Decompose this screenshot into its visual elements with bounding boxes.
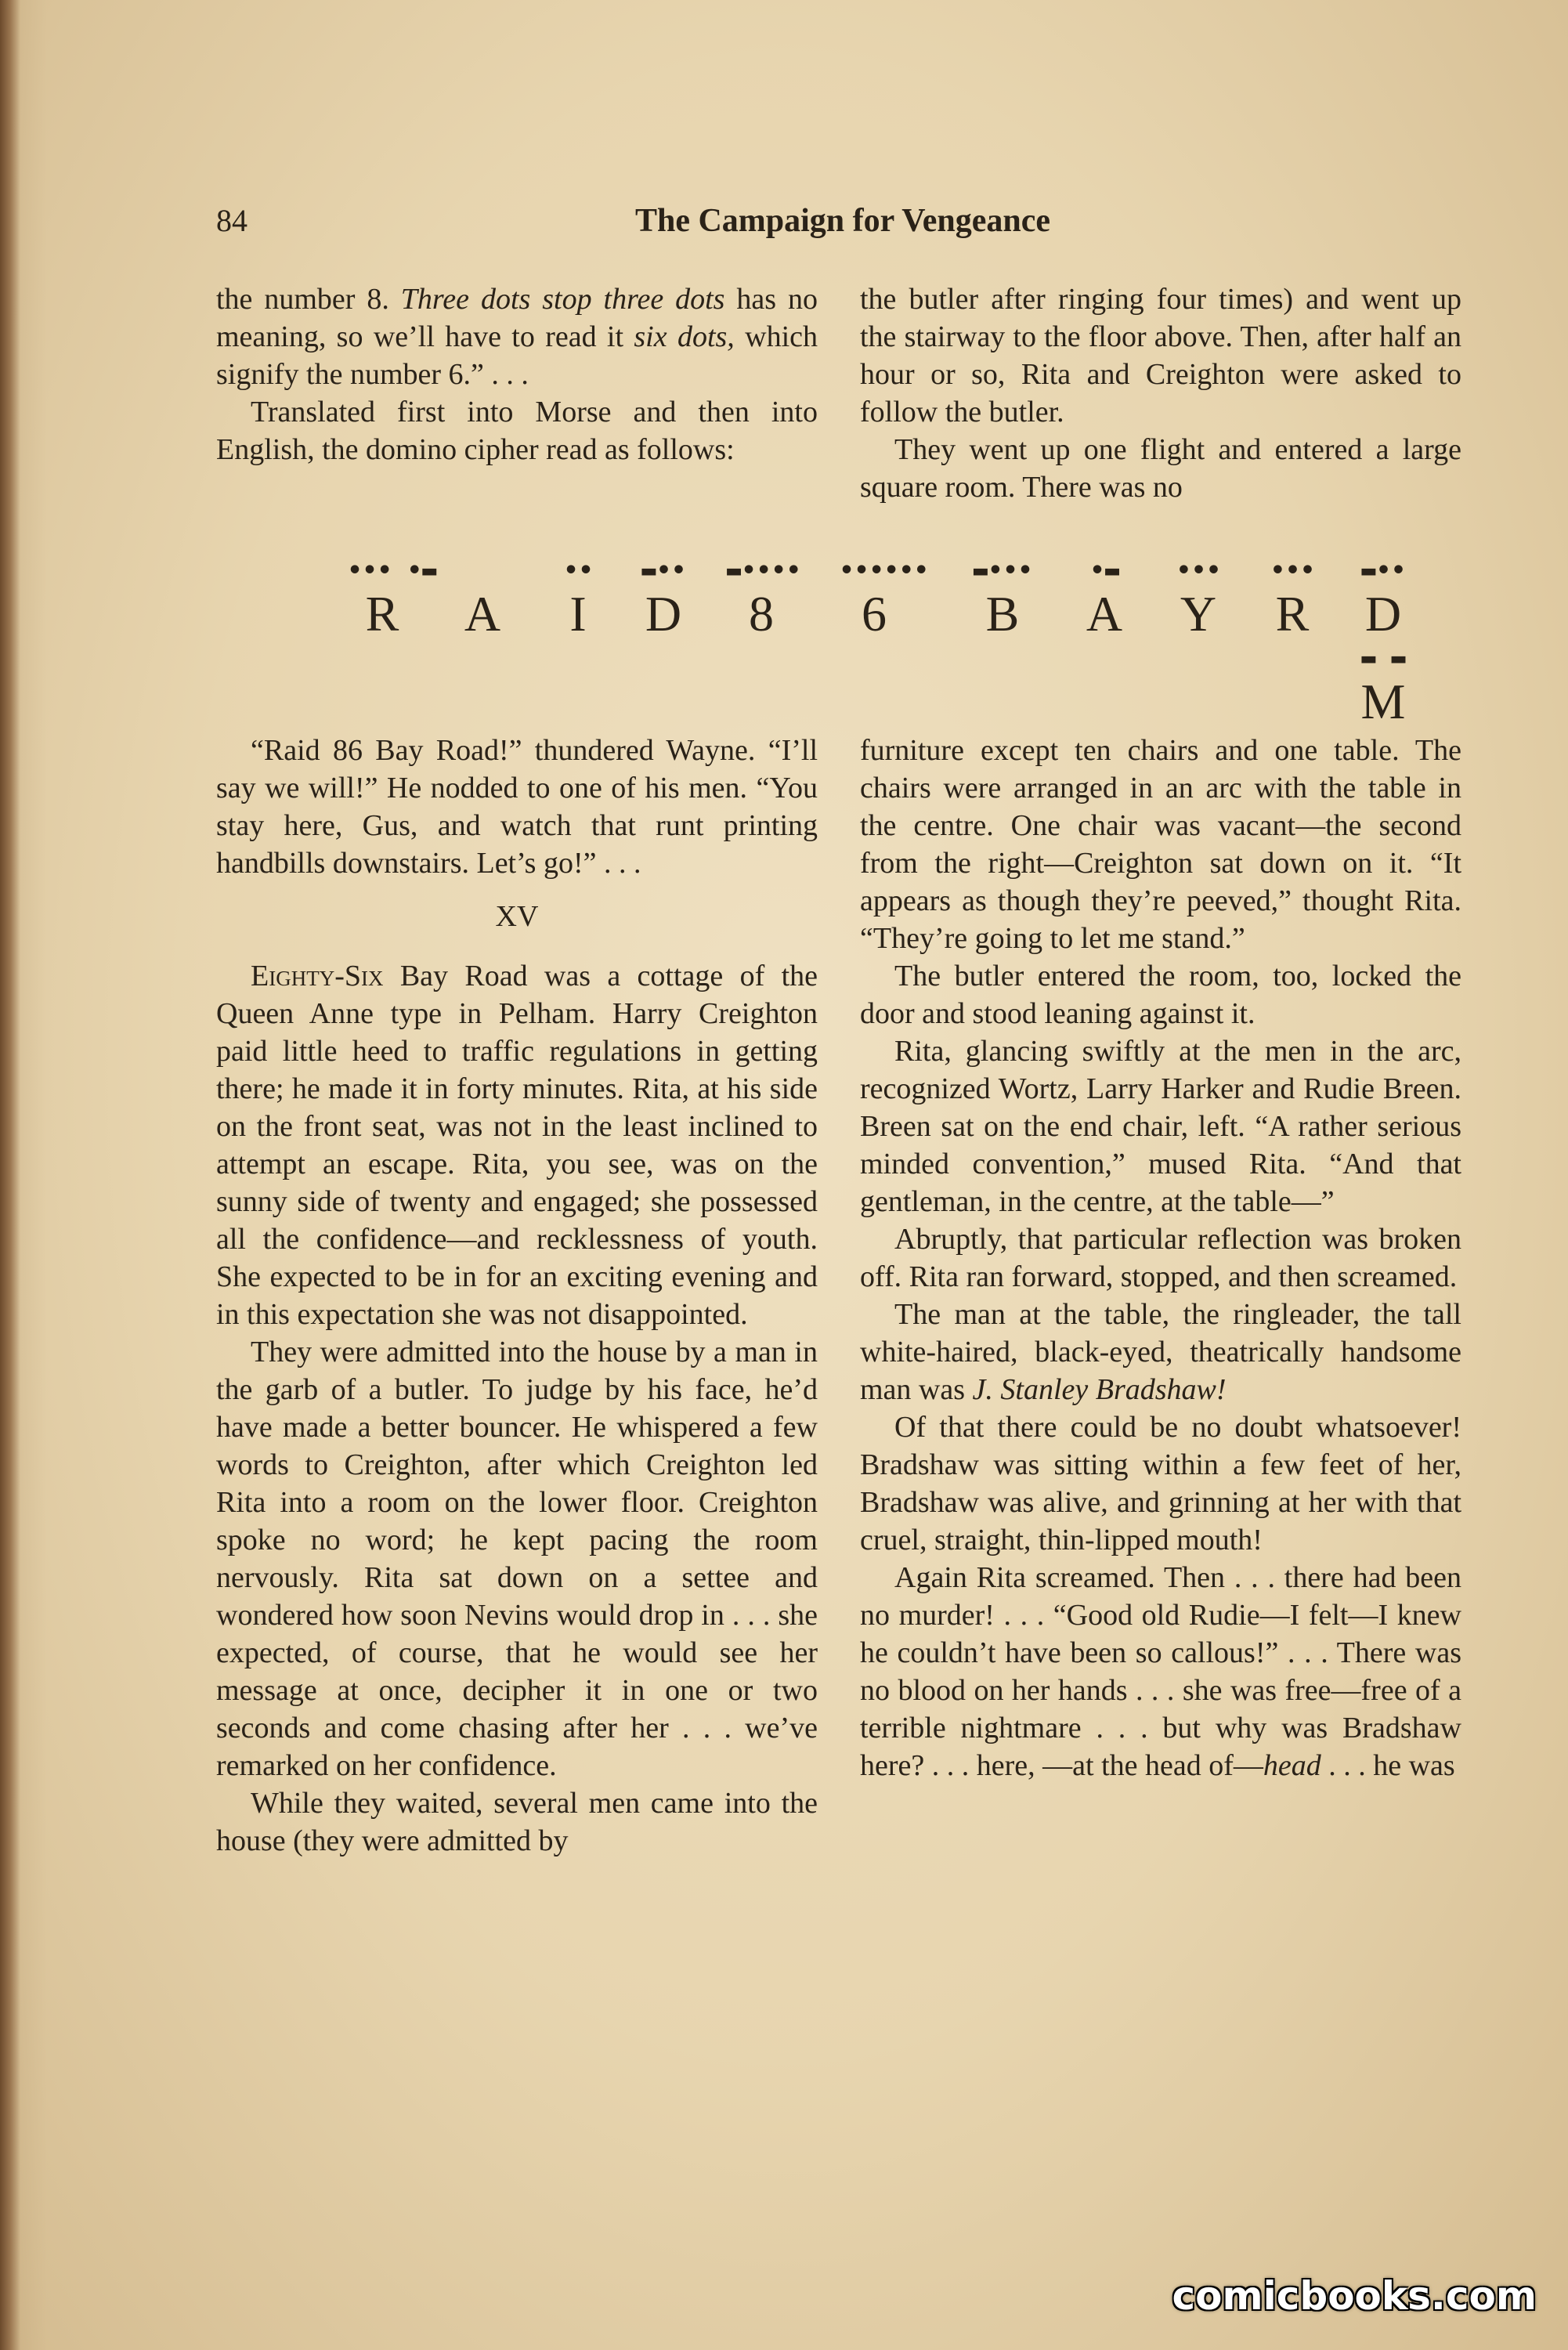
cipher-cell (840, 557, 930, 644)
cipher-letter: D (1364, 586, 1404, 642)
text-span: Again Rita screamed. Then . . . there had been no murder! . . . “Good old Rudie—I felt—I knew he couldn’t have been so callous!” . . . There was no blood on her hands . . . she was free—free of a terrible nightmare . . . but why was Bradshaw here? . . . here, —at the head of— (860, 1561, 1461, 1782)
cipher-letter: R (1275, 586, 1311, 642)
text-span: which signify the number 6.” . . . (216, 320, 818, 391)
text-span: The man at the table, the ringleader, the tall white-haired, black-eyed, theatrically handsome man was (860, 1298, 1461, 1406)
text-span: . . . he was (1321, 1749, 1455, 1782)
page-edge (0, 0, 20, 2350)
cipher-dots: ▬ ▬ (1361, 645, 1407, 672)
paragraph (216, 957, 818, 1333)
paragraph: They went up one flight and entered a large square room. There was no (860, 433, 1461, 504)
column-right-bottom (860, 732, 1461, 1784)
cipher-cell (1070, 558, 1140, 644)
paragraph (860, 1559, 1461, 1784)
cipher-row (216, 558, 1469, 714)
cipher-letter: M (1360, 674, 1407, 729)
paragraph (860, 1296, 1461, 1408)
paragraph: furniture except ten chairs and one table. The chairs were arranged in an arc with the table in the centre. One chair was vacant—the second from the right—Creighton sat down on it. “It appears as though they’re peeved,” thought Rita. “They’re going to let me stand.” (860, 734, 1461, 955)
cipher-letter: I (569, 586, 588, 642)
paragraph: While they waited, several men came into the house (they were admitted by (216, 1787, 818, 1857)
cipher-letter: 6 (862, 586, 888, 642)
cipher-letter: B (985, 586, 1021, 642)
text-span: the number 8. (216, 283, 401, 316)
cipher-letter: A (464, 586, 503, 642)
paragraph: They were admitted into the house by a man in the garb of a butler. To judge by his face, he’d have made a better bouncer. He whispered a few words to Creighton, after which Creighton led Rita into a room on the lower floor. Creighton spoke no word; he kept pacing the room nervously. Rita sat down on a settee and wondered how soon Nevins would drop in . . . she expected, of course, that he would see her message at once, decipher it in one or two seconds and come chasing after her . . . we’ve remarked on her confidence. (216, 1336, 818, 1782)
italic-text: J. Stanley Bradshaw! (972, 1373, 1227, 1406)
small-caps-text: Eighty-Six (251, 960, 384, 992)
paragraph: The butler entered the room, too, locked the door and stood leaning against it. (860, 960, 1461, 1030)
watermark: comicbooks.com (1172, 2273, 1537, 2319)
column-left-bottom (216, 732, 818, 1860)
italic-text: six dots, (634, 320, 735, 353)
cipher-dots: ▬•••• (727, 557, 802, 584)
cipher-letter: R (365, 586, 401, 642)
text-span: has no meaning, so we’ll have to read it (216, 283, 818, 353)
paragraph: the butler after ringing four times) and went up the stairway to the floor above. Then, after half an hour or so, Rita and Creighton were asked to follow the butler. (860, 283, 1461, 428)
paragraph: Rita, glancing swiftly at the men in the arc, recognized Wortz, Larry Harker and Rudie Breen. Breen sat on the end chair, left. “A rather serious minded convention,” mused Rita. “And that gentleman, in the centre, at the table—” (860, 1035, 1461, 1218)
paragraph: Abruptly, that particular reflection was broken off. Rita ran forward, stopped, and then screamed. (860, 1223, 1461, 1293)
paragraph (216, 280, 818, 393)
cipher-dots: •••••• (840, 557, 930, 584)
italic-text: head (1263, 1749, 1321, 1782)
cipher-cell (727, 557, 802, 644)
cipher-dots: ••• •▬ (348, 557, 438, 584)
cipher-cell (1349, 558, 1419, 644)
cipher-dots: ••• (1270, 557, 1316, 584)
cipher-dots: •▬ (1089, 557, 1121, 584)
cipher-sub-cell (1349, 645, 1419, 732)
cipher-dots: •• (563, 557, 594, 584)
cipher-dots: ▬••• (973, 557, 1034, 584)
cipher-cell (544, 558, 614, 644)
column-left-top (216, 280, 818, 468)
paragraph: “Raid 86 Bay Road!” thundered Wayne. “I’ll say we will!” He nodded to one of his men. “You stay here, Gus, and watch that runt printing handbills downstairs. Let’s go!” . . . (216, 734, 818, 880)
cipher-letter: A (1086, 586, 1125, 642)
italic-text: Three dots stop three dots (400, 283, 725, 316)
domino-cipher (216, 558, 1469, 730)
section-number: XV (495, 900, 539, 933)
cipher-dots: ••• (1176, 557, 1222, 584)
cipher-cell (629, 558, 699, 644)
text-span: Bay Road was a cottage of the Queen Anne type in Pelham. Harry Creighton paid little heed to traffic regulations in getting there; he made it in forty minutes. Rita, at his side on the front seat, was not in the least inclined to attempt an escape. Rita, you see, was on the sunny side of twenty and engaged; she possessed all the confidence—and recklessness of youth. She expected to be in for an exciting evening and in this expectation she was not disappointed. (216, 960, 818, 1331)
cipher-dots (448, 558, 518, 584)
cipher-cell (968, 558, 1039, 644)
cipher-cell (448, 558, 518, 644)
cipher-dots: ▬•• (641, 557, 687, 584)
page-header (216, 202, 1469, 249)
cipher-cell (348, 557, 438, 644)
cipher-letter: Y (1180, 586, 1219, 642)
page-number: 84 (216, 203, 247, 238)
paragraph: Translated first into Morse and then into English, the domino cipher read as follows: (216, 396, 818, 466)
cipher-cell (1258, 558, 1328, 644)
paragraph: Of that there could be no doubt whatsoever! Bradshaw was sitting within a few feet of her, Bradshaw was alive, and grinning at her with that cruel, straight, thin-lipped mouth! (860, 1411, 1461, 1556)
cipher-cell (1164, 558, 1234, 644)
cipher-letter: 8 (749, 586, 775, 642)
cipher-dots: ▬•• (1361, 557, 1407, 584)
running-title: The Campaign for Vengeance (634, 203, 1051, 239)
column-right-top (860, 280, 1461, 506)
cipher-letter: D (645, 586, 684, 642)
